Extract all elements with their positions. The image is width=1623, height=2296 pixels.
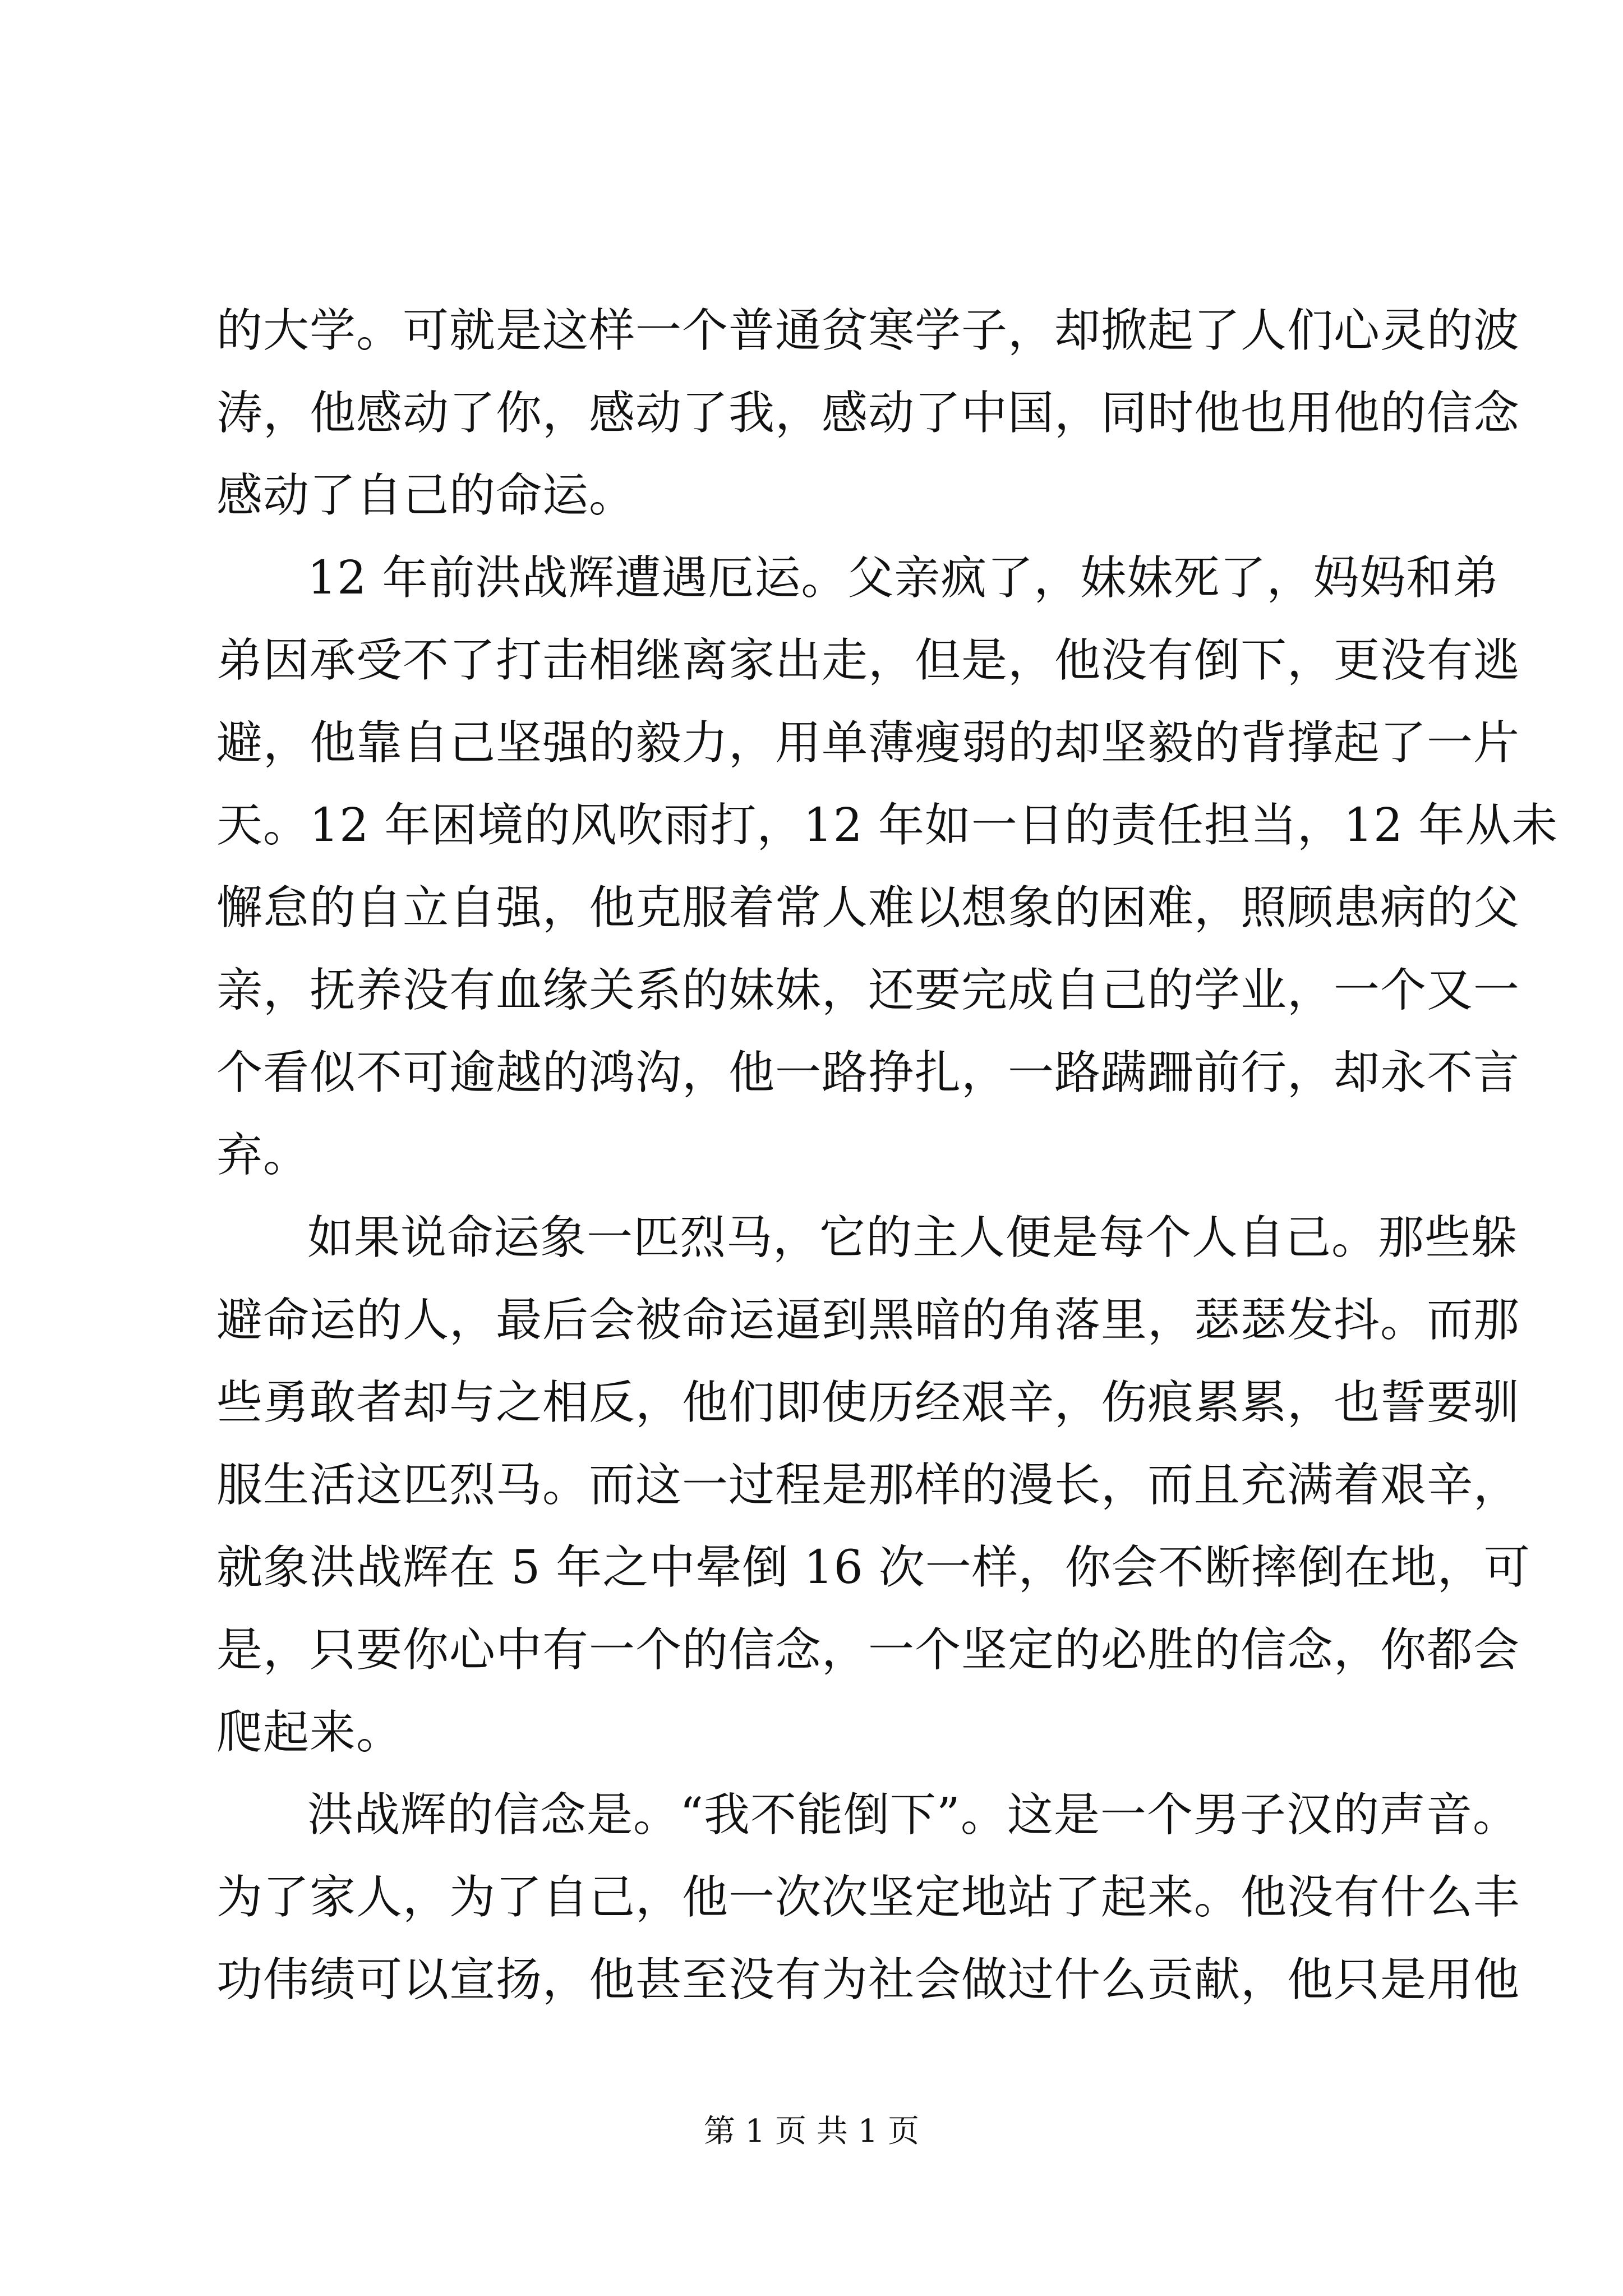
document-body <box>216 289 1559 2021</box>
paragraph-1 <box>216 289 1520 537</box>
text-line: 避，他靠自己坚强的毅力，用单薄瘦弱的却坚毅的背撑起了一片 <box>216 716 1520 770</box>
text-line: 为了家人，为了自己，他一次次坚定地站了起来。他没有什么丰 <box>216 1871 1520 1924</box>
text-line: 天。12 年困境的风吹雨打，12 年如一日的责任担当，12 年从未 <box>216 799 1559 852</box>
text-line: 洪战辉的信念是。“我不能倒下”。这是一个男子汉的声音。 <box>307 1788 1519 1842</box>
text-line: 个看似不可逾越的鸿沟，他一路挣扎，一路蹒跚前行，却永不言 <box>216 1046 1520 1099</box>
text-line: 就象洪战辉在 5 年之中晕倒 16 次一样，你会不断摔倒在地，可 <box>216 1541 1530 1594</box>
text-line: 服生活这匹烈马。而这一过程是那样的漫长，而且充满着艰辛， <box>216 1458 1520 1512</box>
text-line: 功伟绩可以宣扬，他甚至没有为社会做过什么贡献，他只是用他 <box>216 1953 1520 2007</box>
text-line: 爬起来。 <box>216 1706 403 1759</box>
paragraph-2 <box>216 537 1559 1197</box>
text-line: 如果说命运象一匹烈马，它的主人便是每个人自己。那些躲 <box>307 1211 1518 1264</box>
page-footer <box>0 2112 1623 2151</box>
text-line: 12 年前洪战辉遭遇厄运。父亲疯了，妹妹死了，妈妈和弟 <box>307 551 1500 605</box>
text-line: 亲，抚养没有血缘关系的妹妹，还要完成自己的学业，一个又一 <box>216 964 1520 1017</box>
text-line: 的大学。可就是这样一个普通贫寒学子，却掀起了人们心灵的波 <box>216 304 1520 357</box>
text-line: 弃。 <box>216 1129 310 1182</box>
page-number-label: 第 1 页 共 1 页 <box>703 2113 920 2150</box>
text-line: 感动了自己的命运。 <box>216 469 636 522</box>
text-line: 懈怠的自立自强，他克服着常人难以想象的困难，照顾患病的父 <box>216 881 1520 935</box>
paragraph-3 <box>216 1197 1530 1774</box>
text-line: 些勇敢者却与之相反，他们即使历经艰辛，伤痕累累，也誓要驯 <box>216 1376 1520 1429</box>
text-line: 涛，他感动了你，感动了我，感动了中国，同时他也用他的信念 <box>216 386 1520 440</box>
text-line: 避命运的人，最后会被命运逼到黑暗的角落里，瑟瑟发抖。而那 <box>216 1294 1520 1347</box>
text-line: 是，只要你心中有一个的信念，一个坚定的必胜的信念，你都会 <box>216 1623 1520 1677</box>
text-line: 弟因承受不了打击相继离家出走，但是，他没有倒下，更没有逃 <box>216 634 1520 687</box>
paragraph-4 <box>216 1774 1520 2021</box>
